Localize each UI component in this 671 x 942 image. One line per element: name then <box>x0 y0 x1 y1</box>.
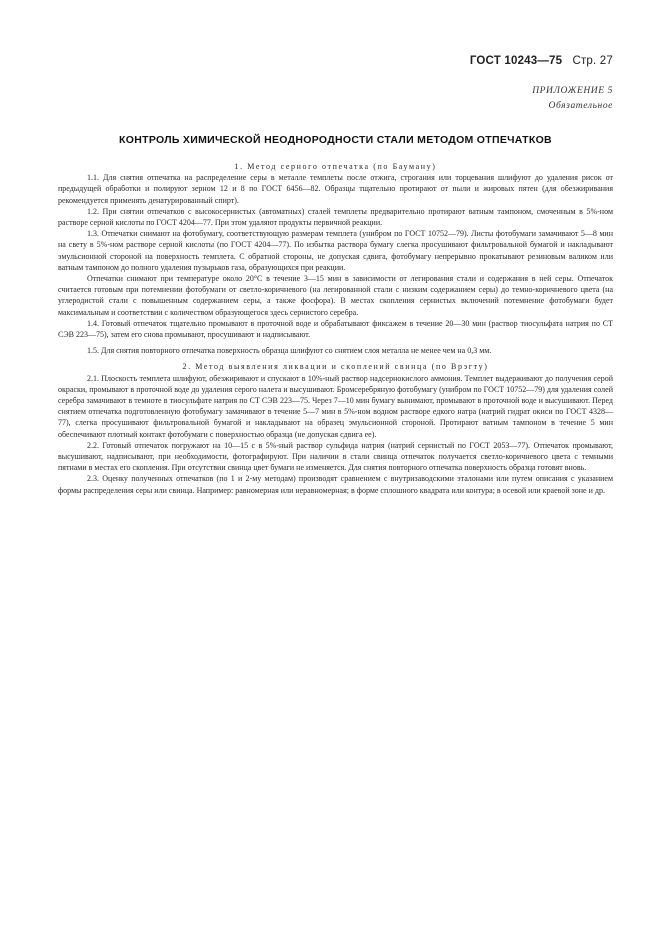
method-heading: 1. Метод серного отпечатка (по Бауману) <box>234 162 437 171</box>
section-title: КОНТРОЛЬ ХИМИЧЕСКОЙ НЕОДНОРОДНОСТИ СТАЛИ МЕТОДОМ ОТПЕЧАТКОВ <box>119 134 552 146</box>
appendix-block <box>532 84 613 114</box>
paragraph: 1.5. Для снятия повторного отпечатка поверхность образца шлифуют со снятием слоя металла не менее чем на 0,3 мм. <box>87 346 492 356</box>
paragraph: 1.2. При снятии отпечатков с высокосернистых (автоматных) сталей темплеты предварительно протирают ватным тампоном, смоченным в 5%-ном растворе серной кислоты по ГОСТ 4204—77. При этом удаляют продукты первичной реакции. <box>58 206 613 228</box>
paragraph: 2.2. Готовый отпечаток погружают на 10—15 с в 5%-ный раствор сульфида натрия (натрий сернистый по ГОСТ 2053—77). Отпечаток промывают, высушивают, надписывают, при необходимости, фотографируют. При наличии в стали свинца отпечаток получается светло-коричневого цвета с темными пятнами в местах его скопления. При отсутствии свинца цвет бумаги не изменяется. Для снятия повторного отпечатка поверхность образца готовят вновь. <box>58 440 613 473</box>
method-heading: 2. Метод выявления ликвации и скоплений свинца (по Врэгту) <box>182 362 489 372</box>
page-number: Стр. 27 <box>572 55 613 67</box>
appendix-label: ПРИЛОЖЕНИЕ 5 <box>532 86 613 96</box>
paragraph: 2.1. Плоскость темплета шлифуют, обезжиривают и спускают в 10%-ный раствор надсернокислого аммония. Темплет выдерживают до получения серой окраски, промывают в проточной воде до удаления серого налета и высушивают. Бромсеребряную фотобумагу (унибром по ГОСТ 10752—79) для удаления солей серебра замачивают в темноте в тиосульфате натрия по СТ СЭВ 223—75. Через 7—10 мин бумагу вынимают, промывают в проточной воде и высушивают. Перед снятием отпечатка подготовленную фотобумагу замачивают в течение 5—7 мин в 5%-ном водном растворе едкого натра (натрий гидрат окиси по ГОСТ 4328—77), слегка просушивают фильтровальной бумагой и накладывают на образец эмульсионной стороной. Протирают ватным тампоном в течение 5 мин обеспечивают плотный контакт фотобумаги с поверхностью образца (не допуская сдвига ее). <box>58 373 613 439</box>
paragraph: 1.1. Для снятия отпечатка на распределение серы в металле темплеты после отжига, строгания или торцевания шлифуют до удаления рисок от предыдущей обработки и полируют зерном 12 и 8 по ГОСТ 6456—82. Образцы тщательно протирают от пыли и жировых пятен (для обезжиривания рекомендуется применять денатурированный спирт). <box>58 173 613 205</box>
page-header <box>470 55 613 67</box>
document-body <box>58 161 613 496</box>
paragraph: 1.3. Отпечатки снимают на фотобумагу, соответствующую размерам темплета (унибром по ГОСТ 10752—79). Листы фотобумаги замачивают 5—8 мин на свету в 5%-ном растворе серной кислоты (по ГОСТ 4204—77). По избытка раствора бумагу слегка просушивают фильтровальной бумагой и накладывают эмульсионной стороной на поверхность темплета. С обратной стороны, не допуская сдвига, фотобумагу непрерывно прокатывают резиновым валиком или ватным тампоном до полного удаления пузырьков газа, образующихся при реакции. <box>58 229 613 272</box>
paragraph: 2.3. Оценку полученных отпечатков (по 1 и 2-му методам) производят сравнением с внутризаводскими эталонами или путем описания с указанием формы распределения серы или свинца. Например: равномерная или неравномерная; в форме сплошного квадрата или контура; в осевой или краевой зоне и др. <box>58 474 613 495</box>
standard-number: ГОСТ 10243—75 <box>469 55 563 67</box>
appendix-status: Обязательное <box>548 101 613 111</box>
paragraph: 1.4. Готовый отпечаток тщательно промывают в проточной воде и обрабатывают фиксажем в течение 20—30 мин (раствор тиосульфата натрия по СТ СЭВ 223—75), затем его снова промывают, просушивают и надписывают. <box>58 318 613 340</box>
paragraph: Отпечатки снимают при температуре около 20°С в течение 3—15 мин в зависимости от легирования стали и содержания в ней серы. Отпечаток считается готовым при потемнении фотобумаги от светло-коричневого (на легированной стали с низким содержанием серы) до темно-коричневого цвета (на углеродистой стали с повышенным содержанием серы, а также фосфора). В местах скопления сернистых включений потемнение фотобумаги будет максимальным и соответствии с количеством образующегося здесь сернистого серебра. <box>58 274 613 317</box>
